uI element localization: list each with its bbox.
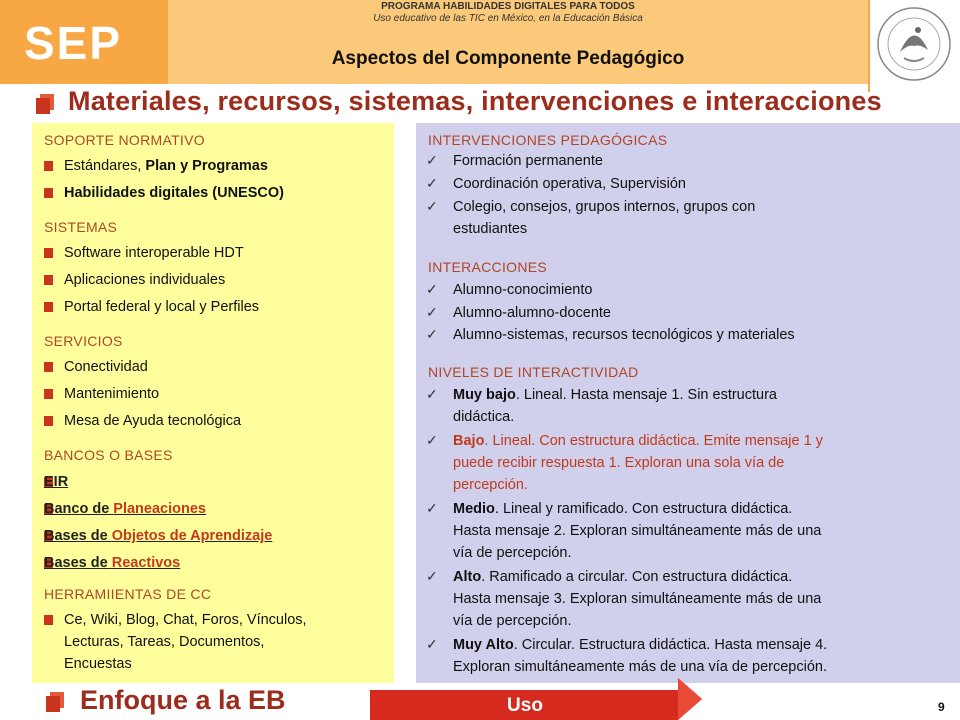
servicios-item-3: Mesa de Ayuda tecnológica (64, 413, 242, 429)
nivel-bajo-cont-2: percepción. (453, 477, 528, 493)
link-prefix: Banco de (44, 501, 114, 517)
nivel-label: Muy Alto (453, 637, 514, 653)
sistemas-title: SISTEMAS (44, 219, 118, 235)
sistemas-item-2: Aplicaciones individuales (64, 272, 226, 288)
servicios-item-1: Conectividad (64, 359, 148, 375)
bullet-icon (44, 362, 53, 372)
eagle-seal-icon (870, 0, 958, 88)
check-icon: ✓ (426, 386, 438, 402)
niveles-title: NIVELES DE INTERACTIVIDAD (428, 364, 639, 380)
nivel-text: . Lineal y ramificado. Con estructura didáctica. (494, 501, 793, 517)
intervenciones-item-3-cont: estudiantes (453, 221, 528, 237)
nivel-label: Alto (453, 569, 482, 585)
nivel-bajo-cont-1: puede recibir respuesta 1. Exploran una sola vía de (453, 455, 785, 471)
link-prefix: Bases de (44, 528, 112, 544)
eir-link[interactable] (44, 472, 68, 492)
nivel-alto-cont-2: vía de percepción. (453, 613, 572, 629)
header-logo-block (0, 0, 168, 84)
eir-link-text: EIR (44, 474, 69, 490)
nivel-medio-cont-1: Hasta mensaje 2. Exploran simultáneamente más de una (453, 523, 822, 539)
bullet-icon (44, 188, 53, 198)
bancos-title: BANCOS O BASES (44, 447, 173, 463)
nivel-muy-bajo-cont: didáctica. (453, 409, 515, 425)
soporte-item-2: Habilidades digitales (UNESCO) (64, 185, 284, 201)
interacciones-title: INTERACCIONES (428, 259, 548, 275)
check-icon: ✓ (426, 304, 438, 320)
nivel-text: . Lineal. Hasta mensaje 1. Sin estructura (515, 387, 777, 403)
nivel-label: Muy bajo (453, 387, 516, 403)
check-icon: ✓ (426, 432, 438, 448)
intervenciones-title: INTERVENCIONES PEDAGÓGICAS (428, 132, 668, 148)
check-icon: ✓ (426, 500, 438, 516)
title-bullet-icon (36, 98, 50, 114)
sep-logo: SEP (24, 17, 123, 69)
footer-title: Enfoque a la EB (80, 685, 286, 715)
nivel-label: Bajo (453, 433, 485, 449)
nivel-bajo (453, 431, 823, 451)
soporte-title: SOPORTE NORMATIVO (44, 132, 205, 148)
main-title: Materiales, recursos, sistemas, intervenciones e interacciones (68, 86, 882, 116)
nivel-text: . Lineal. Con estructura didáctica. Emite mensaje 1 y (484, 433, 823, 449)
page-number: 9 (938, 700, 945, 714)
bullet-icon (44, 389, 53, 399)
servicios-title: SERVICIOS (44, 333, 123, 349)
herramientas-title: HERRAMIIENTAS DE CC (44, 586, 212, 602)
footer-bullet-icon (46, 696, 60, 712)
mexico-seal (868, 0, 960, 92)
intervenciones-item-3: Colegio, consejos, grupos internos, grupos con (453, 199, 756, 215)
slide-title: Aspectos del Componente Pedagógico (331, 48, 685, 69)
nivel-muy-alto (453, 635, 827, 655)
link-highlight: Objetos de Aprendizaje (111, 528, 273, 544)
nivel-text: . Ramificado a circular. Con estructura didáctica. (481, 569, 793, 585)
banco-planeaciones-link[interactable] (44, 499, 206, 519)
sistemas-item-1: Software interoperable HDT (64, 245, 244, 261)
nivel-alto (453, 567, 792, 587)
nivel-medio-cont-2: vía de percepción. (453, 545, 572, 561)
check-icon: ✓ (426, 568, 438, 584)
bullet-icon (44, 161, 53, 171)
check-icon: ✓ (426, 636, 438, 652)
servicios-item-2: Mantenimiento (64, 386, 160, 402)
nivel-medio (453, 499, 792, 519)
soporte-item-1-bold: Plan y Programas (145, 158, 268, 174)
link-highlight: Reactivos (111, 555, 181, 571)
sistemas-item-3: Portal federal y local y Perfiles (64, 299, 260, 315)
intervenciones-item-2: Coordinación operativa, Supervisión (453, 176, 686, 192)
bases-objetos-link[interactable] (44, 526, 272, 546)
soporte-item-1-text: Estándares, (64, 158, 146, 174)
check-icon: ✓ (426, 281, 438, 297)
bases-reactivos-link[interactable] (44, 553, 180, 573)
check-icon: ✓ (426, 175, 438, 191)
intervenciones-item-1: Formación permanente (453, 153, 603, 169)
interacciones-item-3: Alumno-sistemas, recursos tecnológicos y materiales (453, 327, 795, 343)
interacciones-item-2: Alumno-alumno-docente (453, 305, 611, 321)
bullet-icon (44, 615, 53, 625)
nivel-muy-alto-cont: Exploran simultáneamente más de una vía de percepción. (453, 659, 827, 675)
herramientas-line-2: Lecturas, Tareas, Documentos, (64, 634, 265, 650)
bullet-icon (44, 416, 53, 426)
link-highlight: Planeaciones (113, 501, 206, 517)
nivel-muy-bajo (453, 385, 777, 405)
check-icon: ✓ (426, 152, 438, 168)
herramientas-line-1: Ce, Wiki, Blog, Chat, Foros, Vínculos, (64, 612, 307, 628)
program-subtitle: Uso educativo de las TIC en México, en la Educación Básica (373, 13, 643, 24)
uso-label: Uso (507, 695, 543, 716)
herramientas-line-3: Encuestas (64, 656, 132, 672)
nivel-label: Medio (453, 501, 495, 517)
bullet-icon (44, 248, 53, 258)
bullet-icon (44, 302, 53, 312)
soporte-item-1 (64, 156, 268, 176)
check-icon: ✓ (426, 326, 438, 342)
check-icon: ✓ (426, 198, 438, 214)
interacciones-item-1: Alumno-conocimiento (453, 282, 593, 298)
link-prefix: Bases de (44, 555, 112, 571)
nivel-text: . Circular. Estructura didáctica. Hasta mensaje 4. (513, 637, 828, 653)
nivel-alto-cont-1: Hasta mensaje 3. Exploran simultáneamente más de una (453, 591, 822, 607)
bullet-icon (44, 275, 53, 285)
program-title: PROGRAMA HABILIDADES DIGITALES PARA TODOS (381, 1, 635, 12)
